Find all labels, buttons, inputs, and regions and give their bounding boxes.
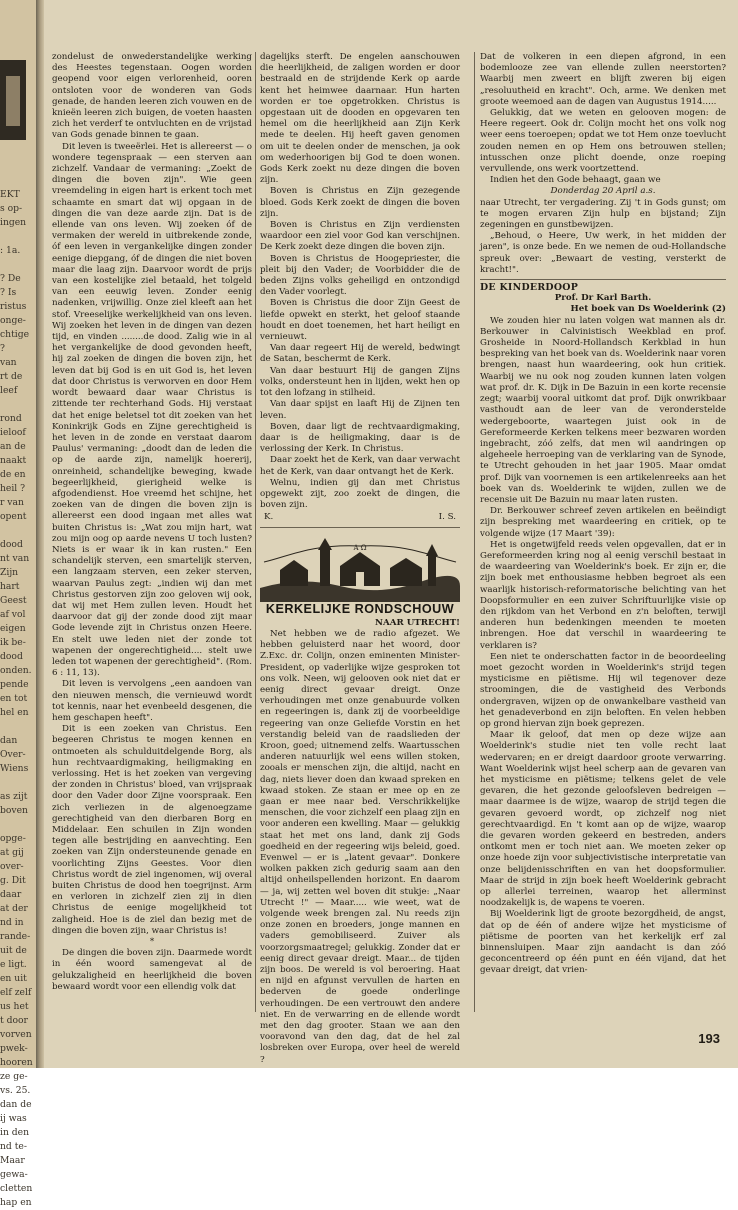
paragraph: „Behoud, o Heere, Uw werk, in het midden der jaren", is onze bede. En we nemen de oud-Hollandsche spreuk over: „Bewaart de vesting, versterkt de kracht!". [480, 231, 726, 275]
paragraph: Bij Woelderink ligt de groote bezorgdheid, de angst, dat op de één of andere wijze het mysticisme of piëtisme de poorten van het kerkelijk erf zal binnensluipen. Maar zijn aandacht is dan zóó geconcentreerd op één punt en één vijand, dat het gevaar dreigt, dat vrien- [480, 909, 726, 976]
paragraph: Indien het den Gode behaagt, gaan we [490, 175, 661, 186]
paragraph: Van daar spijst en laaft Hij de Zijnen ten leven. [260, 399, 460, 421]
paragraph: Daar zoekt het de Kerk, van daar verwacht het de Kerk, van daar ontvangt het de Kerk. [260, 455, 460, 477]
book-binding-gutter [36, 0, 44, 1068]
paragraph: De dingen die boven zijn. Daarmede wordt in één woord samengevat al de gelukzaligheid en heerlijkheid die boven bewaard wordt voor een ellendig volk dat [52, 948, 252, 992]
paragraph: Maar ik geloof, dat men op deze wijze aan Woelderink's studie niet ten volle recht laat wedervaren; en er dreigt daardoor groote verwarring. Want Woelderink wijst heel scherp aan de gevaren van het mysticisme en piëtisme; telkens gelet de vele gevaren, die het gezonde geloofsleven bedreigen — maar daarmee is de wijze, waarop de strijd tegen die gevaren gevoerd wordt, op zichzelf nog niet gerechtvaardigd. En 't komt aan op de wijze, waarop die gevaren worden gekeerd en bestreden, anders ontkomt men er toch niet aan. We moeten zeker op onze hoede zijn voor subjectivistische interpretatie van onze belijdenisschriften en van het doopsformulier. Maar de strijd in zijn boek heeft Woelderink gebracht op allerlei terreinen, waarop het allerminst noodzakelijk is, de wapens te voeren. [480, 730, 726, 909]
column-2 [260, 52, 460, 1066]
section-asterisk: * [149, 937, 155, 948]
section-heading: NAAR UTRECHT! [375, 617, 460, 628]
paragraph: We zouden hier nu laten volgen wat mannen als dr. Berkouwer in Calvinistisch Weekblad en prof. Grosheide in Noord-Hollandsch Kerkblad in hun bespreking van het boek van ds. Woelderink naar voren brengen, naast hun waardeering, ook hun critiek. Waarbij we nu ook nog zouden kunnen laten volgen wat prof. dr. K. Dijk in De Bazuin in een korte recensie zegt; waarbij vooral uitkomt dat prof. Dijk onwrikbaar vasthoudt aan de leer van de veronderstelde wedergeboorte, waartegen juist ook in de Gereformeerde Kerken telkens meer bezwaren worden ingebracht, zóó zelfs, dat men wil aandringen op algeheele herroeping van de verklaring van de Synode, te Utrecht gehouden in het jaar 1905. Maar omdat prof. Dijk van voornemen is een artikelenreeks aan het boek van ds. Woelderink te wijden, zullen we de recensie uit De Bazuin nu maar laten rusten. [480, 315, 726, 505]
paragraph: Boven, daar ligt de rechtvaardigmaking, daar is de heiligmaking, daar is de verlossing der Kerk. In Christus. [260, 421, 460, 455]
paragraph: zondelust de onwederstandelijke werking des Heestes tegenstaan. Oogen worden geopend voor eigen verlorenheid, ooren ontsloten voor de wonderen van Gods genade, de handen leeren zich vouwen en de knieën leeren zich buigen, de voeten haasten zich het verderf te ontvluchten en de vrijstad van Gods genade binnen te gaan. [52, 52, 252, 141]
paragraph: Dat de volkeren in een diepen afgrond, in een bodemlooze zee van ellende zullen neerstorten? Waarbij men zweert en blijft zweren bij eigen „resoluutheid en kracht". Och, arme. We denken met groote weemoed aan de dagen van Augustus 1914..... [480, 52, 726, 107]
paragraph: Van daar regeert Hij de wereld, bedwingt de Satan, beschermt de Kerk. [260, 343, 460, 365]
divider [480, 279, 726, 280]
paragraph: Dit is een zoeken van Christus. Een begeeren Christus te mogen kennen en ontmoeten als schulduitdelgende Borg, als hun rechtvaardigmaking, heiligmaking en verlossing. Het is het zoeken van vergeving der zonden in Christus' bloed, van vrijspraak door den Vader door Zijne voorspraak. Een zich verliezen in de algenoegzame gerechtigheid van den dierbaren Borg en Middelaar. Een schuilen in Zijn wonden tegen alle bestrijding en aanvechting. Een zoeken van Zijn ondersteunende genade en voorlichting Zijns Geestes. Voor dien Christus wordt de ziel ingenomen, wij overal buiten Christus de dood hen toegrijnst. Arm en verloren in zichzelf zien zij in dien Christus de eenige mogelijkheid tot zaligheid. Hoe is de ziel dan bezig met de dingen die boven zijn, waar Christus is! [52, 724, 252, 936]
paragraph: Boven is Christus en Zijn verdiensten waardoor een ziel voor God kan verschijnen. De Kerk zoekt deze dingen die boven zijn. [260, 220, 460, 253]
paragraph: Boven is Christus en Zijn gezegende bloed. Gods Kerk zoekt de dingen die boven zijn. [260, 186, 460, 219]
paragraph: Gelukkig, dat we weten en gelooven mogen: de Heere regeert. Ook dr. Colijn mocht het ons volk nog weer eens toeroepen; opdat we tot Hem onze toevlucht zouden nemen en op Hem ons betrouwen stellen; intusschen onze plicht doende, onze roeping vervullende, ons werk voortzettend. [480, 108, 726, 175]
church-landscape-icon [260, 536, 460, 602]
column-divider [255, 52, 256, 1012]
paragraph: dagelijks sterft. De engelen aanschouwen die heerlijkheid, de zaligen worden er door bestraald en de strijdende Kerk op aarde kent het heimwee daarnaar. Hun harten worden er toe opgetrokken. Christus is opgestaan uit de dooden en opgevaren ten hemel om die heerlijkheid aan Zijn Kerk mede te deelen. Hij heeft gaven genomen om uit te deelen onder de menschen, ja ook om wederhoorigen bij God te doen wonen. Gods Kerk zoekt nu deze dingen die boven zijn. [260, 52, 460, 186]
signature-left: K. [264, 512, 274, 523]
meeting-date: Donderdag 20 April a.s. [550, 186, 656, 197]
previous-page-text-fragments: EKT s op- ingen : 1a. ? De ? Is ristus onge- chtige ? van rt de leef rond ieloof an de naakt de en heil ? r van opent dood nt van Zijn hart Geest af vol eigen ik be- dood onden. pende en tot hel en dan Over- Wiens as zijt boven opge- at gij over- g. Dit daar at der nd in rande- uit de e ligt. en uit elf zelf us het t door vorven pwek- hooren ze ge- vs. 25. dan de ij was in den nd te- Maar gewa- cletten hap en [0, 189, 33, 1208]
column-divider [474, 52, 475, 1012]
paragraph: Welnu, indien gij dan met Christus opgewekt zijt, zoo zoekt de dingen, die boven zijn. [260, 477, 460, 511]
paragraph: Net hebben we de radio afgezet. We hebben geluisterd naar het woord, door Z.Exc. dr. Colijn, onzen eminenten Minister-President, op vaderlijke wijze gesproken tot ons volk. Neen, wij gelooven ook niet dat er eenig direct gevaar dreigt. Onze verhoudingen met onze genabuurde volken en regeeringen is, dank zij de voorbeeldige regeering van onze Geliefde Vorstin en het verstandig beleid van de raadslieden der Kroon, goed; uitnemend zelfs. Waartusschen anderen natuurlijk wel eens willen stoken, zooals er menschen zijn, die altijd, nacht en dag, niets liever doen dan kwaad spreken en kwaad stoken. Ze staan er mee op en ze gaan er mee naar bed. Verschrikkelijke menschen, die voor zichzelf een plaag zijn en voor anderen een kwelling. Maar — gelukkig staat het met ons land, dank zij Gods goedheid en der regeering wijs beleid, goed. Evenwel — er is „latent gevaar". Donkere wolken pakken zich gedurig saam aan den altijd onheilspellenden horizont. En daarom — ja, wij zetten wel boven dit stukje: „Naar Utrecht !" — Maar..... wie weet, wat de volgende week brengen zal. Nu reeds zijn onze zonen en broeders, jonge mannen en vaders gemobiliseerd. Zuiver als voorzorgsmaatregel; gelukkig. Zonder dat er eenig direct gevaar dreigt. Maar... de tijden zijn boos. De wereld is vol beroering. Haat en nijd en afgunst vervullen de harten en bederven de goede onderlinge verhoudingen. De een vertrouwt den andere niet. En de verwarring en de ellende wordt met den dag grooter. Staan we aan den vooravond van den dag, dat de hel zal losbreken over Europa, over heel de wereld ? [260, 628, 460, 1065]
paragraph: Boven is Christus die door Zijn Geest de liefde opwekt en sterkt, het geloof staande houdt en doet toenemen, het hart heiligt en vernieuwt. [260, 298, 460, 343]
paragraph: Boven is Christus de Hoogepriester, die pleit bij den Vader; de Voorbidder die de beden Zijns volks geheiligd en ontzondigd den Vader voorlegt. [260, 253, 460, 298]
previous-page-edge [0, 0, 36, 1208]
page-number: 193 [698, 1031, 720, 1046]
svg-text:A Ω: A Ω [353, 543, 367, 552]
paragraph: Dit leven is vervolgens „een aandoen van den nieuwen mensch, die vernieuwd wordt tot kennis, naar het evenbeeld desgenen, die hem geschapen heeft". [52, 679, 252, 723]
signature-right: I. S. [438, 512, 456, 523]
paragraph: Dr. Berkouwer schreef zeven artikelen en beëindigt zijn bespreking met waardeering en critiek, op te volgende wijze (17 Maart '39): [480, 506, 726, 539]
column-3 [480, 52, 726, 977]
paragraph: Dit leven is tweeërlei. Het is allereerst — o wondere tegenspraak — een sterven aan zichzelf. Vandaar de vermaning: „Zoekt de dingen die boven zijn". Wie geen vreemdeling in eigen hart is erkent toch met schaamte en smart dat wij opgaan in de dingen die van deze aarde zijn. Dat is de ellende van ons leven. Wij zoeken óf de vermaken der wereld in uitbrekende zonde, óf een leven in vergankelijke dingen zonder eenige diepgang, óf de dingen die niet boven maar die laag zijn. Daarvoor wordt de prijs van een kostelijke ziel betaald, het tolgeld van een eeuwig leven. Zonder eenig nadenken, vrijwillig. Onze ziel kleeft aan het stof. Vreeselijke werkelijkheid van ons leven. Wij zoeken het leven in de dingen van dezen tijd, en vinden ........de dood. Zalig wie in al het vergankelijke de dood gevonden heeft, hij zal zoeken de dingen die boven zijn, het leven dat bij God is en uit God is, het leven dat door Christus is verworven en door Hem wordt bewaard daar waar Christus is zittende ter rechterhand Gods. Hij verstaat dat het enige beletsel tot dit zoeken van het Koninkrijk Gods en Zijne gerechtigheid is het leven in de zonde en verstaat daarom Paulus' vermaning: „doodt dan de leden die op de aarde zijn, namelijk hoererij, onreinheid, schandelijke beweging, kwade begeerlijkheid, gierigheid welke is afgodendienst. Hoe vreemd het schijne, het zoeken van de dingen die boven zijn is allereerst een dood ingaan met alles wat buiten Christus is: „Wat zou mijn hart, wat zou mijn oog op aarde nevens U toch lusten? Niets is er waar ik in kan rusten." Een schandelijk sterven, een smartelijk sterven, een langzaam sterven, een zeker sterven, waarvan Paulus zegt: „indien wij dan met Christus gestorven zijn zoo geloven wij ook, dat wij met Hem zullen leven. Houdt het daarvoor dat gij der zonde dood zijt maar Gode levende zijt in Christus onzen Heere. En stelt uwe leden niet der zonde tot wapenen der ongerechtigheid.... stelt uwe leden tot wapenen der gerechtigheid". (Rom. 6 : 11, 13). [52, 141, 252, 679]
paragraph: Een niet te onderschatten factor in de beoordeeling moet gezocht worden in Woelderink's strijd tegen mysticisme en piëtisme. Hij wil tegenover deze stroomingen, die de vastigheid des Verbonds ondergraven, wijzen op de onwankelbare vastheid van het genadeverbond en zijn beloften. En velen hebben op grond hiervan zijn boek geprezen. [480, 651, 726, 729]
paragraph: Het is ongetwijfeld reeds velen opgevallen, dat er in Gereformeerden kring nog al eenig verschil bestaat in de waardeering van Woelderink's boek. Er zijn er, die zijn boek met enthousiasme hebben begroet als een waarlijk historisch-reformatorische belichting van het Doopsformulier en een zuiver Schriftuurlijke visie op den rijkdom van het Verbond en z'n beloften, terwijl anderen hun bedenkingen meenden te moeten inbrengen. Hoe dat verschil in waardeering te verklaren is? [480, 539, 726, 651]
kinderdoop-subheading-1: Prof. Dr Karl Barth. [554, 293, 652, 304]
photo-fragment [0, 60, 26, 140]
rondschouw-title: KERKELIJKE RONDSCHOUW [265, 601, 455, 616]
column-1 [52, 52, 252, 993]
rondschouw-banner-illustration [260, 536, 460, 602]
page [44, 0, 738, 1068]
paragraph: naar Utrecht, ter vergadering. Zij 't in Gods gunst; om te mogen ervaren Zijn hulp en bijstand; Zijn zegeningen en gunstbewijzen. [480, 197, 726, 231]
divider [260, 527, 460, 528]
paragraph: Van daar bestuurt Hij de gangen Zijns volks, ondersteunt hen in lijden, wekt hen op tot den lofzang in stilheid. [260, 365, 460, 399]
signature-line [260, 512, 460, 523]
kinderdoop-subheading-2: Het boek van Ds Woelderink (2) [570, 304, 726, 315]
kinderdoop-heading: DE KINDERDOOP [480, 282, 579, 294]
